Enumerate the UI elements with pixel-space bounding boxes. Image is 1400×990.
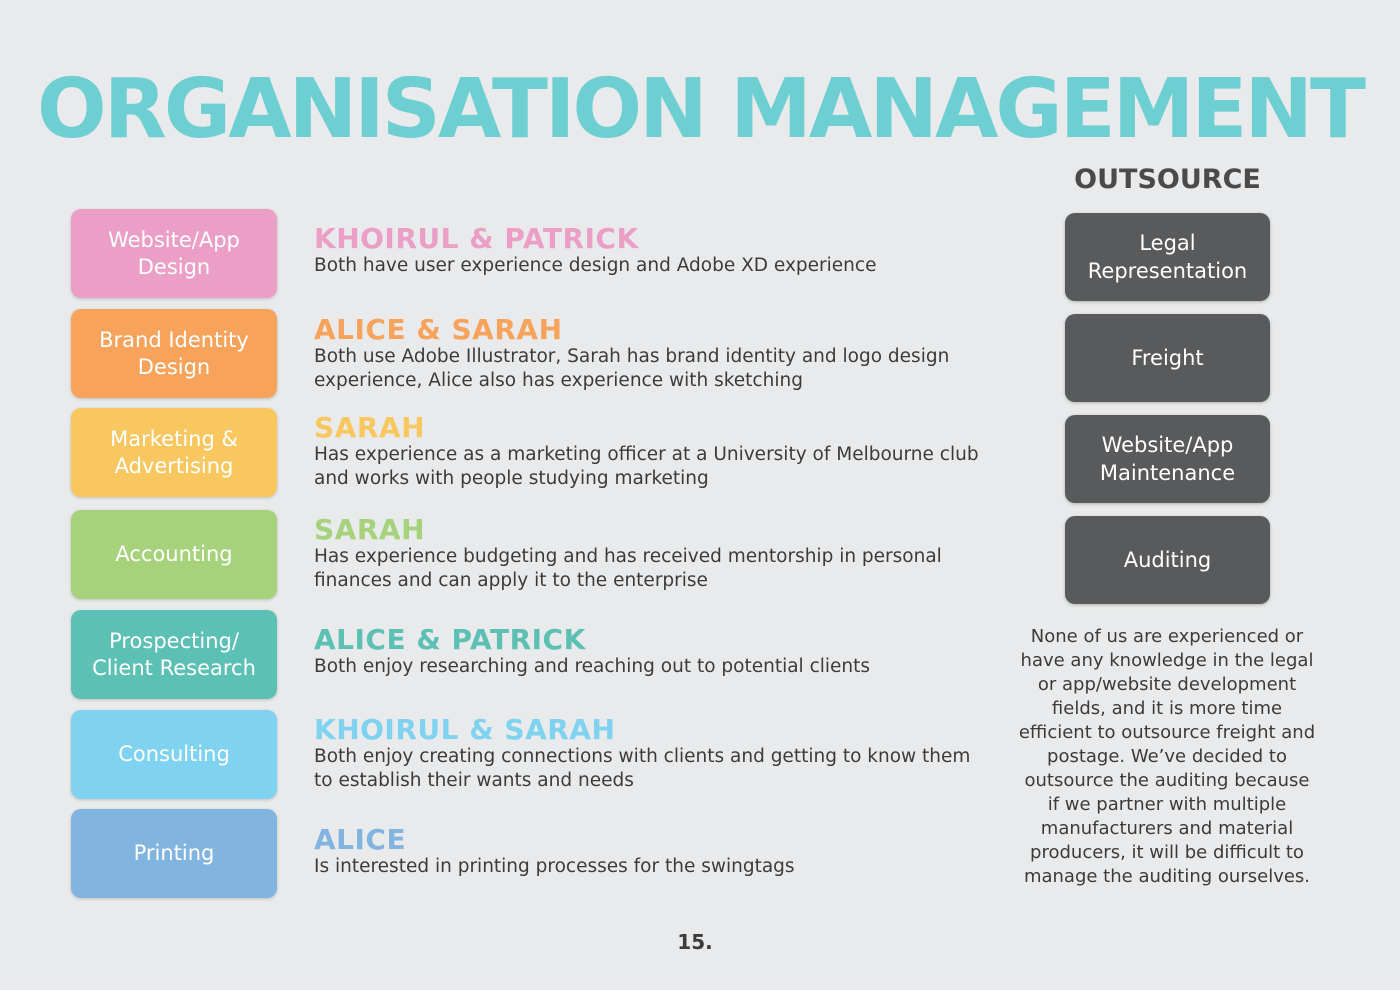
assignment-description: Both have user experience design and Adobe XD experience bbox=[314, 255, 877, 276]
assignment-description: Both enjoy creating connections with clients and getting to know them to establish their wants and needs bbox=[314, 746, 971, 791]
outsource-item-label: Website/App Maintenance bbox=[1099, 433, 1236, 485]
role-accounting: Accounting bbox=[71, 510, 277, 599]
assignment-marketing-advertising bbox=[314, 413, 994, 491]
assignment-people: SARAH bbox=[314, 513, 425, 546]
assignment-people: ALICE & SARAH bbox=[314, 313, 563, 346]
outsource-website-app-maintenance bbox=[1065, 415, 1270, 503]
assignment-people: ALICE & PATRICK bbox=[314, 623, 586, 656]
page-title: ORGANISATION MANAGEMENT bbox=[37, 62, 1363, 157]
role-marketing-advertising: Marketing & Advertising bbox=[71, 408, 277, 497]
assignment-people: KHOIRUL & PATRICK bbox=[314, 222, 639, 255]
assignment-brand-identity-design bbox=[314, 315, 994, 393]
assignment-people: SARAH bbox=[314, 411, 425, 444]
outsource-legal-representation bbox=[1065, 213, 1270, 301]
assignment-description: Has experience budgeting and has received mentorship in personal finances and can apply it to the enterprise bbox=[314, 546, 942, 591]
role-brand-identity-design: Brand Identity Design bbox=[71, 309, 277, 398]
outsource-auditing bbox=[1065, 516, 1270, 604]
assignment-printing bbox=[314, 825, 994, 879]
assignment-description: Both enjoy researching and reaching out to potential clients bbox=[314, 656, 871, 677]
assignment-people: ALICE bbox=[314, 823, 407, 856]
assignment-website-app-design bbox=[314, 224, 994, 278]
page-number: 15. bbox=[677, 930, 713, 954]
assignment-description: Has experience as a marketing officer at a University of Melbourne club and works with people studying marketing bbox=[314, 444, 979, 489]
role-website-app-design: Website/App Design bbox=[71, 209, 277, 298]
role-consulting: Consulting bbox=[71, 710, 277, 799]
outsource-freight bbox=[1065, 314, 1270, 402]
assignment-prospecting-client-research bbox=[314, 625, 994, 679]
assignment-people: KHOIRUL & SARAH bbox=[314, 713, 616, 746]
outsource-item-label: Auditing bbox=[1123, 548, 1212, 572]
assignment-accounting bbox=[314, 515, 994, 593]
outsource-item-label: Freight bbox=[1131, 346, 1204, 370]
outsource-item-label: Legal Representation bbox=[1087, 231, 1248, 283]
assignment-consulting bbox=[314, 715, 994, 793]
assignment-description: Both use Adobe Illustrator, Sarah has brand identity and logo design experience, Alice also has experience with sketching bbox=[314, 346, 950, 391]
assignment-description: Is interested in printing processes for the swingtags bbox=[314, 856, 795, 877]
outsource-explanation: None of us are experienced or have any knowledge in the legal or app/website development fields, and it is more time efficient to outsource freight and postage. We’ve decided to outsource the auditing because if we partner with multiple manufacturers and material producers, it will be difficult to manage the auditing ourselves. bbox=[1018, 626, 1316, 887]
outsource-heading: OUTSOURCE bbox=[1074, 164, 1261, 195]
role-printing: Printing bbox=[71, 809, 277, 898]
role-prospecting-client-research: Prospecting/ Client Research bbox=[71, 610, 277, 699]
